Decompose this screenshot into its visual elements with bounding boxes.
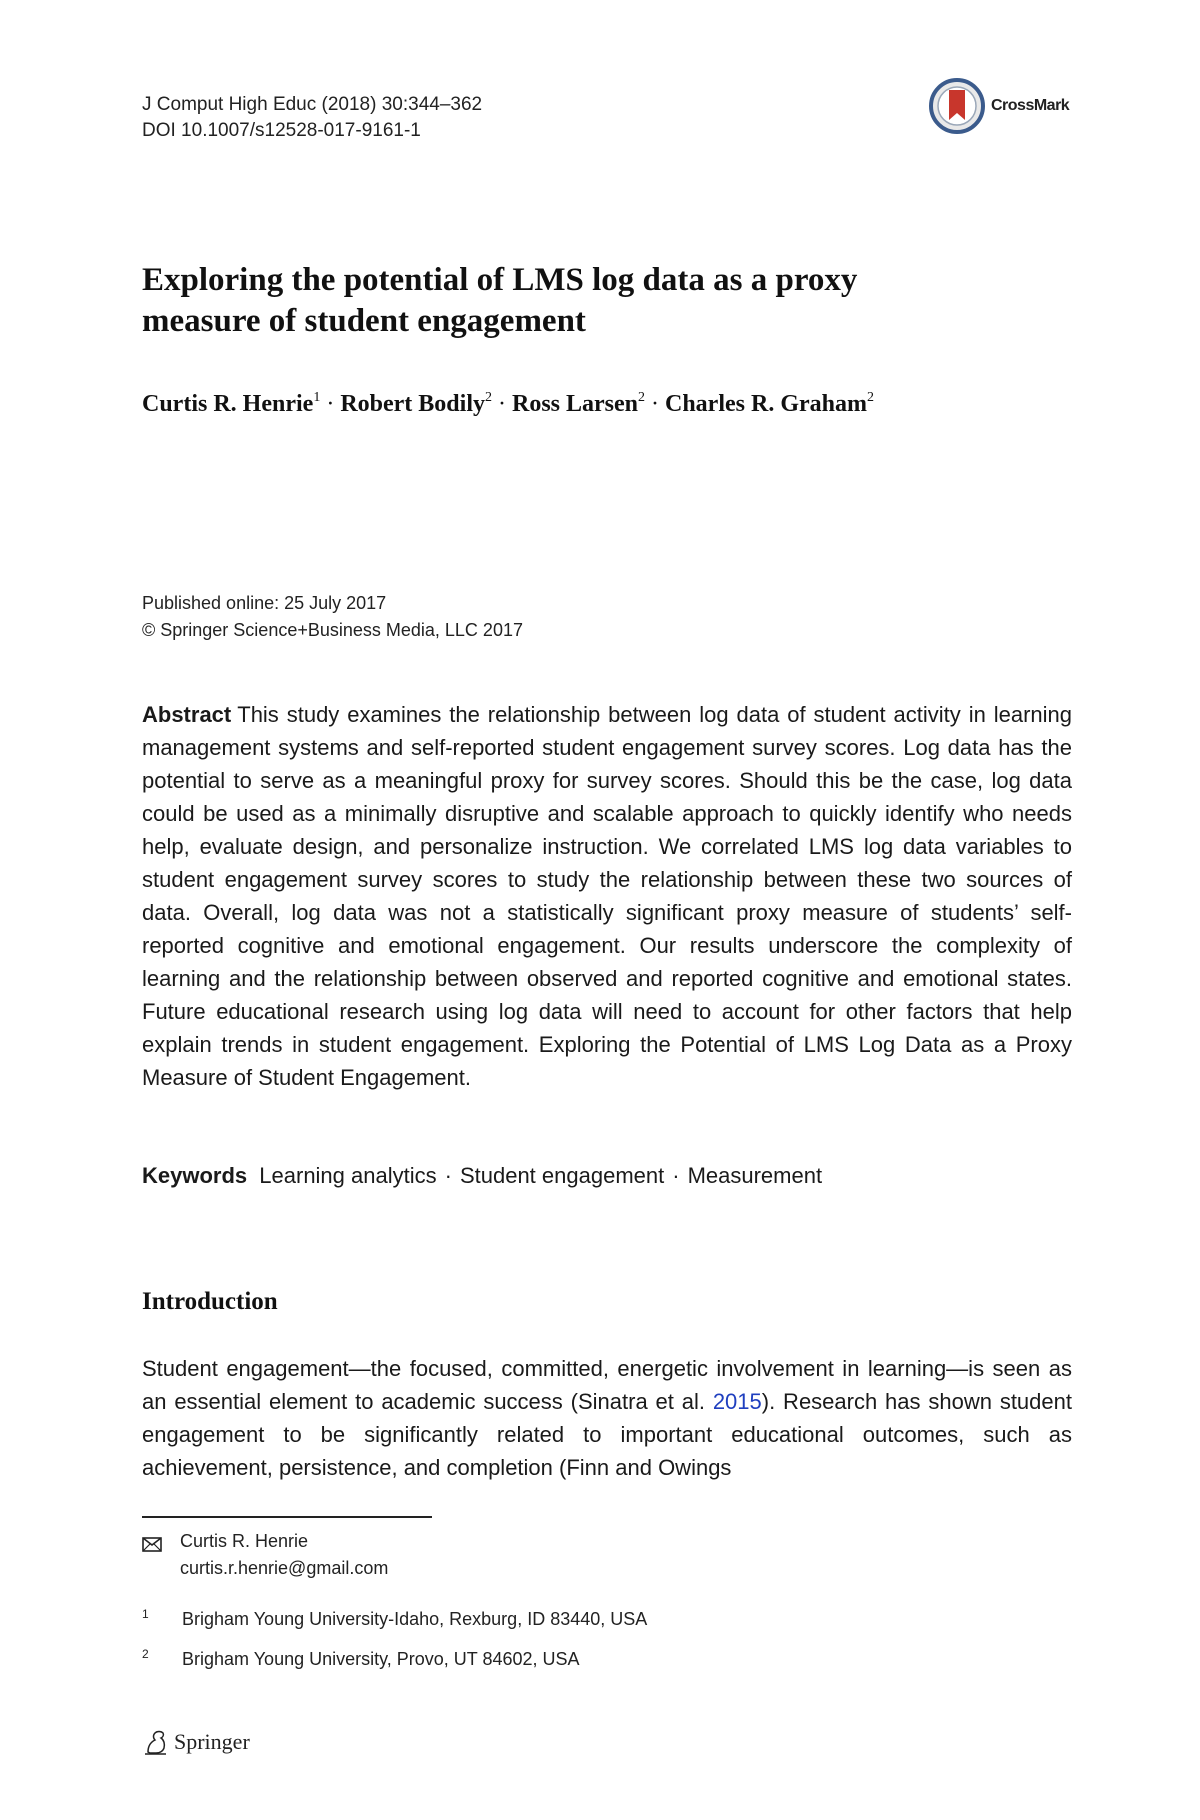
contact-email[interactable]: curtis.r.henrie@gmail.com: [180, 1558, 389, 1578]
abstract: [142, 698, 1072, 1094]
author-separator: ·: [651, 391, 659, 417]
contact-name: Curtis R. Henrie: [180, 1531, 309, 1551]
author-list: [142, 388, 1092, 420]
author[interactable]: Curtis R. Henrie$^1$: [142, 390, 321, 417]
citation-link[interactable]: 2015: [712, 1389, 762, 1414]
author-separator: ·: [497, 391, 506, 417]
author[interactable]: Charles R. Graham$^2$: [665, 390, 874, 417]
abstract-text: This study examines the relationship between log data of student activity in learning management systems and self-reported student engagement survey scores. Log data has the potential to serve as a meaningful proxy for survey scores. Should this be the case, log data could be used as a minimally disruptive and scalable approach to quickly identify who needs help, evaluate design, and personalize instruction. We correlated LMS log data variables to student engagement survey scores to study the relationship between these two sources of data. Overall, log data was not a statistically significant proxy measure of students’ self-reported cognitive and emotional engagement. Our results underscore the complexity of learning and the relationship between observed and reported cognitive and emotional states. Future educational research using log data will need to account for other factors that help explain trends in student engagement. Exploring the Potential of LMS Log Data as a Proxy Measure of Student Engagement.: [142, 702, 1072, 1090]
crossmark-icon: [929, 78, 985, 134]
affiliation-number: 1: [142, 1607, 149, 1621]
affiliation-text: Brigham Young University-Idaho, Rexburg, ID 83440, USA: [182, 1609, 648, 1629]
affiliation-number: 2: [142, 1647, 149, 1661]
affiliation-text: Brigham Young University, Provo, UT 84602, USA: [182, 1649, 580, 1669]
author[interactable]: Robert Bodily$^2$: [340, 390, 492, 417]
affiliation: [142, 1606, 647, 1632]
introduction-heading: Introduction: [142, 1288, 278, 1315]
intro-text: Student engagement—the focused, committed, energetic involvement in learning—is seen as an essential element to academic success (Sinatra et al.: [142, 1356, 1072, 1414]
journal-citation: J Comput High Educ (2018) 30:344–362: [142, 94, 483, 115]
title-line-1: Exploring the potential of LMS log data as a proxy: [142, 262, 858, 298]
journal-reference: [142, 92, 482, 144]
publisher-name: Springer: [174, 1729, 250, 1754]
keywords: [142, 1160, 1072, 1192]
keyword-separator: ·: [444, 1163, 452, 1188]
author-separator: ·: [326, 391, 335, 417]
doi[interactable]: DOI 10.1007/s12528-017-9161-1: [142, 120, 421, 141]
publication-info: [142, 590, 523, 644]
envelope-icon: [142, 1528, 180, 1560]
keyword: Learning analytics: [259, 1163, 437, 1188]
keywords-label: Keywords: [142, 1163, 248, 1188]
corresponding-author: [142, 1528, 388, 1582]
intro-text: ). Research has shown student engagement to be significantly related to important educational outcomes, such as achievement, persistence, and completion (Finn and Owings: [142, 1389, 1072, 1480]
keyword-separator: ·: [672, 1163, 680, 1188]
author[interactable]: Ross Larsen$^2$: [511, 390, 645, 417]
keyword: Student engagement: [459, 1163, 665, 1188]
affiliation: [142, 1646, 580, 1672]
title-line-2: measure of student engagement: [142, 303, 586, 339]
footnote-divider: [142, 1516, 432, 1518]
published-online: Published online: 25 July 2017: [142, 593, 387, 613]
paper-title: [142, 260, 1042, 342]
keyword: Measurement: [687, 1163, 823, 1188]
abstract-label: Abstract: [142, 702, 232, 727]
crossmark-label: CrossMark: [991, 97, 1070, 114]
springer-horse-icon: [142, 1728, 170, 1756]
springer-logo: [142, 1728, 250, 1756]
crossmark-badge[interactable]: [929, 76, 1079, 136]
introduction-paragraph: [142, 1352, 1072, 1484]
copyright-notice: © Springer Science+Business Media, LLC 2017: [142, 620, 523, 640]
